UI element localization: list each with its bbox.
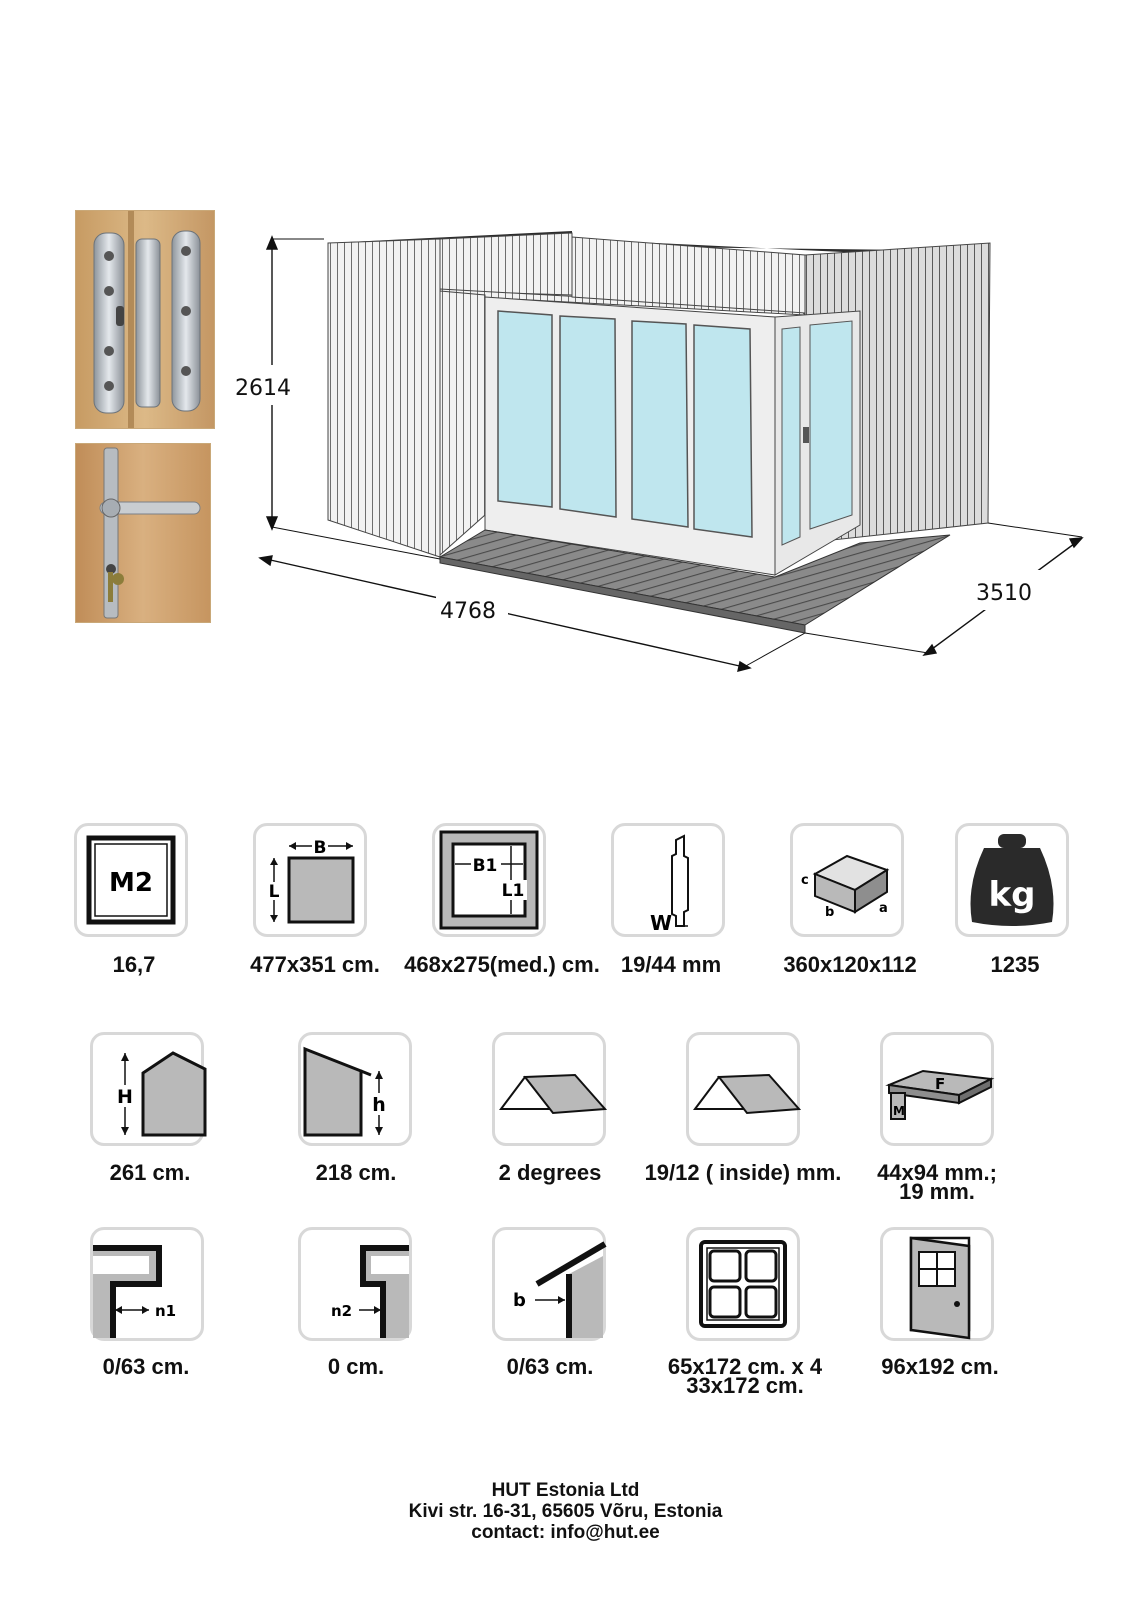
svg-text:b: b [825,905,835,920]
svg-text:h: h [372,1094,386,1116]
footprint-tile [253,823,367,937]
overhang-n1-icon [93,1230,201,1338]
door-icon [883,1230,991,1338]
roof-pitch-tile [492,1032,606,1146]
handle-lock-photo [75,443,211,623]
svg-text:b: b [513,1290,526,1311]
roof-board-icon [689,1035,797,1143]
eave-b-icon [495,1230,603,1338]
svg-text:L1: L1 [501,881,525,901]
eave-tile [492,1227,606,1341]
window-value-line1: 65x172 cm. x 4 [667,1354,823,1379]
svg-text:B: B [313,838,327,858]
hinge-photo [75,210,215,429]
footprint-value: 477x351 cm. [250,952,380,977]
overhang-n2-tile [298,1227,412,1341]
inner-footprint-b1-l1-icon [435,826,543,934]
area-value: 16,7 [112,952,156,977]
wall-board-value: 19/44 mm [620,952,722,977]
floor-board-tile [880,1032,994,1146]
roof-pitch-value: 2 degrees [498,1160,602,1185]
svg-text:H: H [117,1086,133,1108]
svg-text:c: c [801,873,809,888]
svg-text:W: W [650,911,673,935]
company-footer [0,1480,1131,1543]
weight-tile [955,823,1069,937]
door-tile [880,1227,994,1341]
overhang-n1-tile [90,1227,204,1341]
package-value: 360x120x112 [783,952,917,977]
svg-text:M2: M2 [109,868,153,898]
floor-board-value-line1: 44x94 mm.; [877,1160,997,1185]
door-value: 96x192 cm. [881,1354,999,1379]
total-height-h-icon [93,1035,201,1143]
total-height-tile [90,1032,204,1146]
svg-text:M: M [893,1104,905,1118]
weight-value: 1235 [990,952,1040,977]
floor-board-icon [883,1035,991,1143]
wall-height-value: 218 cm. [315,1160,397,1185]
package-dimensions-icon [793,826,901,934]
wall-height-h-icon [301,1035,409,1143]
company-contact: contact: info@hut.ee [471,1522,660,1543]
house-drawing [235,225,1090,695]
eave-value: 0/63 cm. [506,1354,594,1379]
company-address: Kivi str. 16-31, 65605 Võru, Estonia [408,1501,723,1522]
roof-pitch-icon [495,1035,603,1143]
svg-text:n2: n2 [331,1302,353,1320]
overhang-n2-value: 0 cm. [327,1354,385,1379]
area-tile [74,823,188,937]
wall-height-tile [298,1032,412,1146]
overhang-n1-value: 0/63 cm. [102,1354,190,1379]
window-value-line2: 33x172 cm. [686,1373,804,1398]
svg-text:L: L [268,882,280,902]
svg-text:F: F [935,1075,946,1093]
length-dimension: 4768 [440,599,496,624]
roof-board-value: 19/12 ( inside) mm. [644,1160,842,1185]
inner-footprint-tile [432,823,546,937]
inner-footprint-value: 468x275(med.) cm. [404,952,600,977]
weight-kg-icon [958,826,1066,934]
wall-board-w-icon [614,826,722,934]
package-tile [790,823,904,937]
overhang-n2-icon [301,1230,409,1338]
height-dimension: 2614 [235,376,291,401]
depth-dimension: 3510 [976,581,1032,606]
roof-board-tile [686,1032,800,1146]
window-icon [689,1230,797,1338]
floor-board-value-line2: 19 mm. [899,1179,975,1204]
area-m2-icon [77,826,185,934]
footprint-b-l-icon [256,826,364,934]
total-height-value: 261 cm. [109,1160,191,1185]
svg-text:B1: B1 [472,856,498,876]
svg-text:n1: n1 [155,1302,177,1320]
company-name: HUT Estonia Ltd [491,1480,640,1501]
svg-text:kg: kg [988,875,1036,915]
svg-text:a: a [879,901,888,916]
window-tile [686,1227,800,1341]
wall-board-tile [611,823,725,937]
